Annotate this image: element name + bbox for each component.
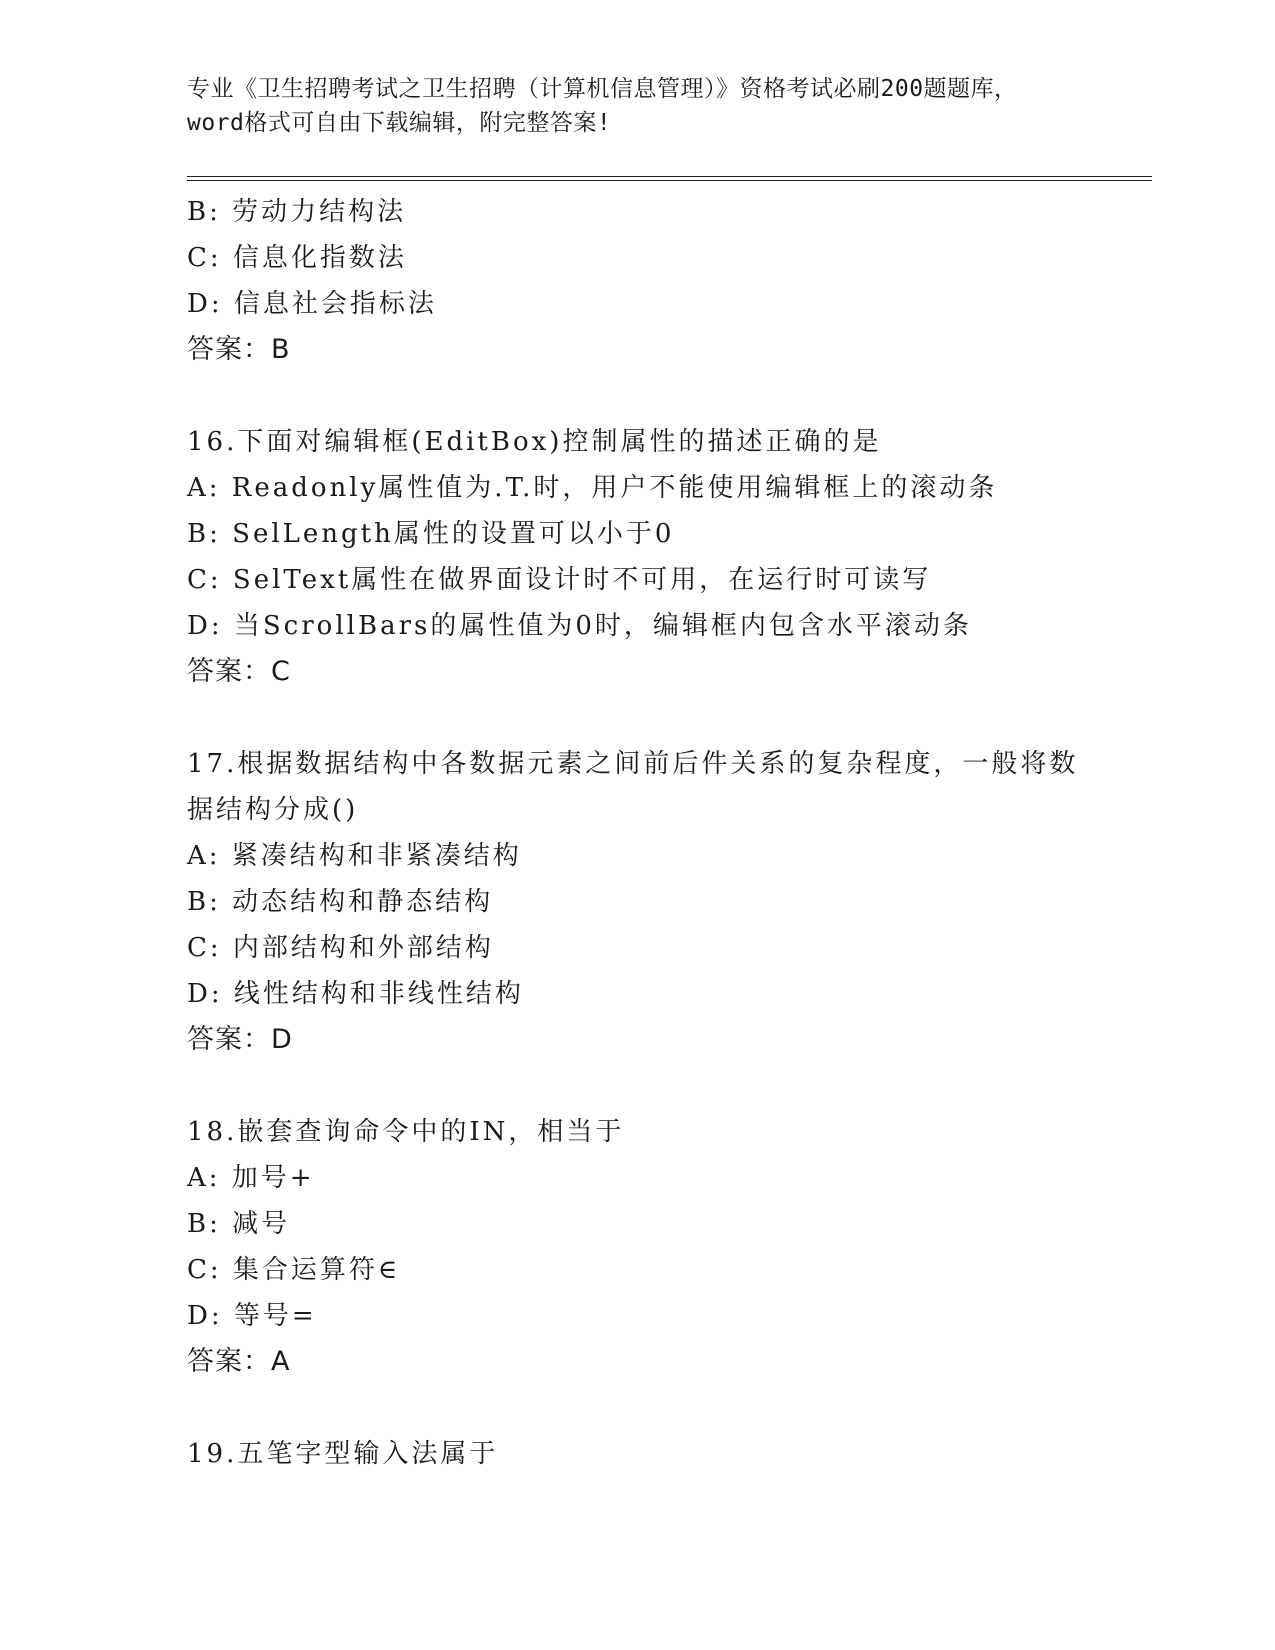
question-stem-line-1: 17.根据数据结构中各数据元素之间前后件关系的复杂程度，一般将数 (187, 749, 1079, 779)
option-c: C: 内部结构和外部结构 (187, 933, 494, 963)
option-b: B: 动态结构和静态结构 (187, 887, 494, 917)
question-stem: 16.下面对编辑框(EditBox)控制属性的描述正确的是 (187, 427, 882, 457)
question-17 (187, 741, 1152, 1063)
answer: 答案：B (187, 334, 291, 365)
question-16 (187, 419, 1152, 695)
spacer (187, 1063, 1152, 1109)
answer: 答案：D (187, 1024, 293, 1055)
header-double-rule (187, 176, 1152, 181)
question-stem: 19.五笔字型输入法属于 (187, 1439, 499, 1469)
option-d: D: 信息社会指标法 (187, 289, 437, 319)
header-line-2: word格式可自由下载编辑，附完整答案! (187, 110, 612, 136)
option-d: D: 线性结构和非线性结构 (187, 979, 524, 1009)
carryover-question (187, 189, 1152, 373)
question-stem-line-2: 据结构分成() (187, 795, 359, 825)
spacer (187, 695, 1152, 741)
answer: 答案：C (187, 656, 291, 687)
option-a: A: 加号+ (187, 1163, 315, 1193)
option-a: A: 紧凑结构和非紧凑结构 (187, 841, 522, 871)
option-c: C: SelText属性在做界面设计时不可用，在运行时可读写 (187, 565, 932, 595)
question-19 (187, 1431, 1152, 1477)
question-stem: 18.嵌套查询命令中的IN，相当于 (187, 1117, 625, 1147)
option-a: A: Readonly属性值为.T.时，用户不能使用编辑框上的滚动条 (187, 473, 998, 503)
option-b: B: SelLength属性的设置可以小于0 (187, 519, 675, 549)
option-b: B: 劳动力结构法 (187, 197, 407, 227)
spacer (187, 373, 1152, 419)
header-line-1: 专业《卫生招聘考试之卫生招聘（计算机信息管理）》资格考试必刷200题题库， (187, 76, 1018, 102)
page-header (187, 72, 1087, 140)
option-d: D: 等号= (187, 1301, 317, 1331)
option-b: B: 减号 (187, 1209, 291, 1239)
option-d: D: 当ScrollBars的属性值为0时，编辑框内包含水平滚动条 (187, 611, 972, 641)
option-c: C: 集合运算符∈ (187, 1255, 401, 1285)
question-18 (187, 1109, 1152, 1385)
spacer (187, 1385, 1152, 1431)
option-c: C: 信息化指数法 (187, 243, 407, 273)
document-body (187, 189, 1152, 1477)
answer: 答案：A (187, 1346, 291, 1377)
